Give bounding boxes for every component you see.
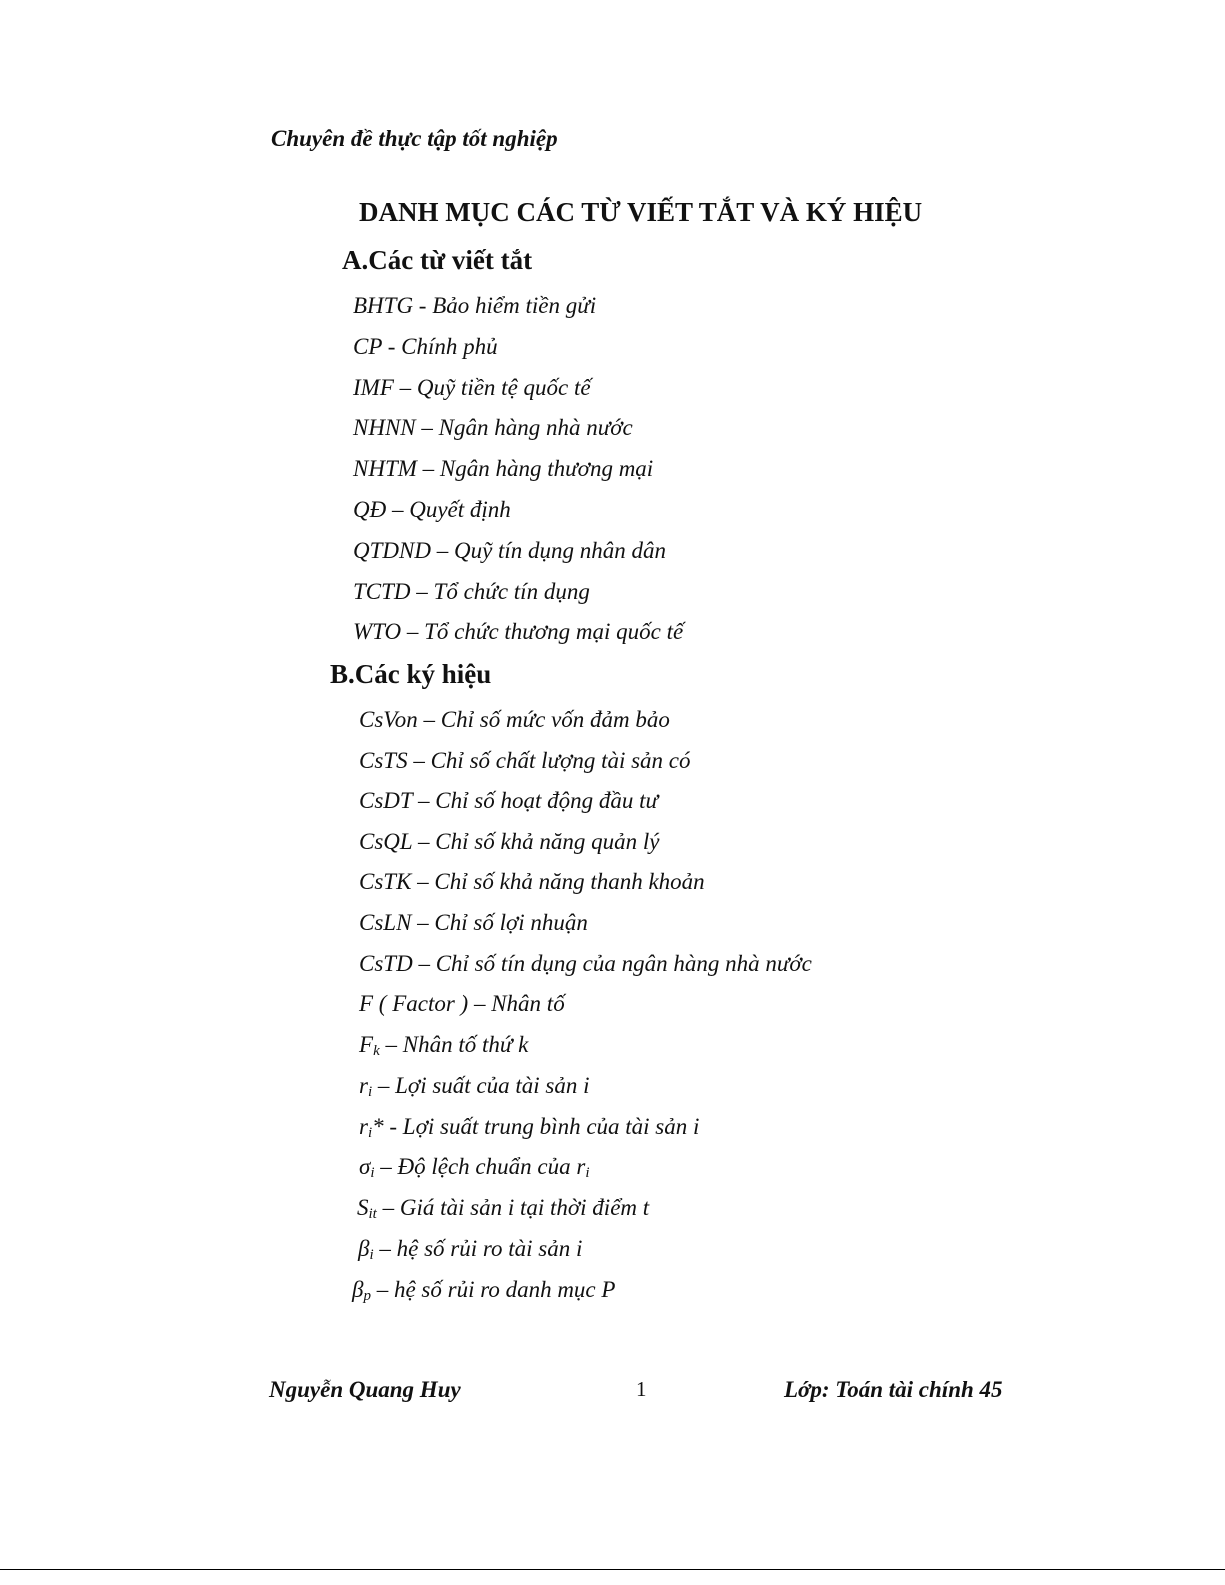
- symbol-subscript: i: [370, 1165, 375, 1181]
- symbol-subscript: i: [585, 1165, 590, 1181]
- symbol: r: [359, 1073, 368, 1098]
- bottom-rule: [0, 1569, 1225, 1570]
- abbreviation-item: QTDND – Quỹ tín dụng nhân dân: [353, 538, 667, 563]
- symbol-description: – hệ số rủi ro danh mục P: [370, 1277, 616, 1302]
- symbol-subscript: k: [373, 1043, 380, 1059]
- abbreviation-item: QĐ – Quyết định: [353, 497, 511, 522]
- symbol-item: CsVon – Chỉ số mức vốn đảm bảo: [359, 707, 670, 732]
- abbreviation-item: NHNN – Ngân hàng nhà nước: [353, 415, 633, 440]
- symbol-item: CsDT – Chỉ số hoạt động đầu tư: [359, 788, 659, 813]
- symbol-subscript: i: [367, 1125, 373, 1141]
- symbol-item: CsTK – Chỉ số khả năng thanh khoản: [359, 869, 705, 894]
- symbol-item: CsTD – Chỉ số tín dụng của ngân hàng nhà nước: [359, 951, 812, 976]
- symbol-subscript: i: [369, 1247, 374, 1263]
- symbol: σ: [359, 1154, 371, 1179]
- symbol-subscript: p: [363, 1288, 371, 1304]
- symbol-item: F ( Factor ) – Nhân tố: [359, 991, 565, 1016]
- symbol-description: * - Lợi suất trung bình của tài sản i: [372, 1114, 700, 1139]
- symbol: β: [358, 1236, 370, 1261]
- section-a-heading: A.Các từ viết tắt: [342, 245, 533, 275]
- symbol-item: [358, 1234, 582, 1264]
- symbol-item: [359, 1152, 589, 1182]
- symbol-item: [357, 1193, 649, 1223]
- symbol: β: [352, 1277, 364, 1302]
- symbol-description: – Nhân tố thứ k: [379, 1032, 529, 1057]
- abbreviation-item: IMF – Quỹ tiền tệ quốc tế: [353, 375, 591, 400]
- symbol-description: – hệ số rủi ro tài sản i: [373, 1236, 583, 1261]
- symbol-item: [352, 1275, 615, 1305]
- footer-author: Nguyễn Quang Huy: [269, 1377, 461, 1402]
- symbol-description: – Độ lệch chuẩn của r: [374, 1154, 586, 1179]
- section-b-heading: B.Các ký hiệu: [330, 659, 492, 689]
- abbreviation-item: NHTM – Ngân hàng thương mại: [353, 456, 654, 481]
- symbol-subscript: i: [367, 1084, 373, 1100]
- abbreviation-item: CP - Chính phủ: [353, 334, 498, 359]
- symbol-item: CsTS – Chỉ số chất lượng tài sản có: [359, 748, 691, 773]
- page-title: DANH MỤC CÁC TỪ VIẾT TẮT VÀ KÝ HIỆU: [359, 197, 923, 227]
- symbol-item: [359, 1112, 699, 1142]
- footer-class: Lớp: Toán tài chính 45: [784, 1377, 1003, 1402]
- symbol-description: – Giá tài sản i tại thời điểm t: [376, 1195, 650, 1220]
- header-title: Chuyên đề thực tập tốt nghiệp: [271, 126, 558, 151]
- symbol-item: [359, 1071, 590, 1101]
- abbreviation-item: TCTD – Tổ chức tín dụng: [353, 579, 590, 604]
- page-number: 1: [636, 1377, 647, 1401]
- symbol: r: [359, 1114, 368, 1139]
- abbreviation-item: BHTG - Bảo hiểm tiền gửi: [353, 293, 597, 318]
- abbreviation-item: WTO – Tổ chức thương mại quốc tế: [353, 619, 684, 644]
- symbol-item: [359, 1030, 528, 1060]
- symbol-subscript: it: [368, 1206, 377, 1222]
- symbol: S: [357, 1195, 369, 1220]
- symbol-item: CsLN – Chỉ số lợi nhuận: [359, 910, 588, 935]
- symbol-description: – Lợi suất của tài sản i: [372, 1073, 590, 1098]
- symbol-item: CsQL – Chỉ số khả năng quản lý: [359, 829, 660, 854]
- symbol: F: [359, 1032, 374, 1057]
